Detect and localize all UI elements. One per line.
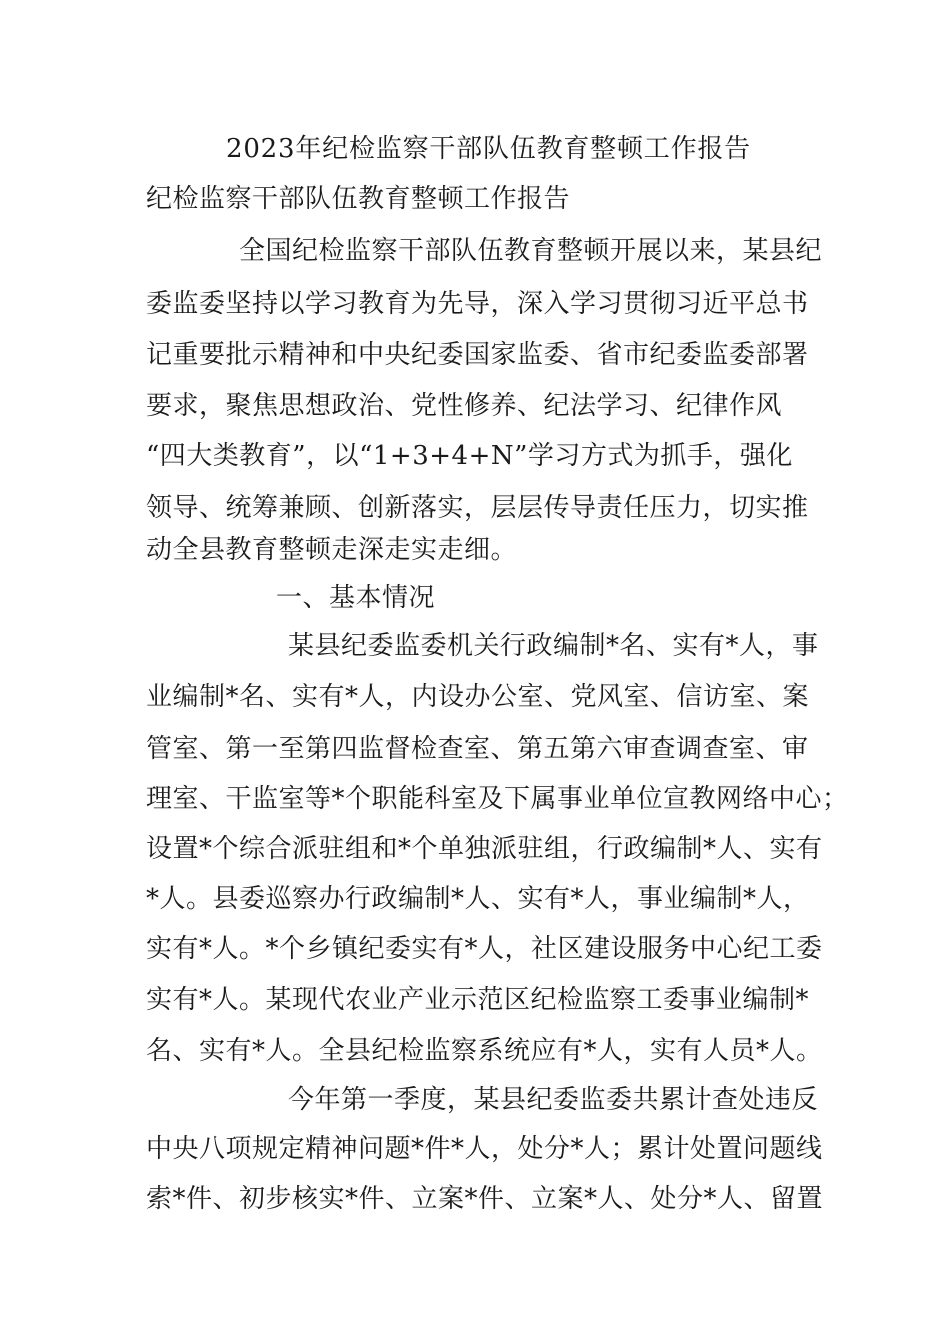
paragraph-line: 实有*人。*个乡镇纪委实有*人，社区建设服务中心纪工委	[146, 934, 823, 964]
paragraph-line: 领导、统筹兼顾、创新落实，层层传导责任压力，切实推	[146, 493, 809, 523]
paragraph-line: 实有*人。某现代农业产业示范区纪检监察工委事业编制*	[146, 985, 810, 1015]
document-title: 2023年纪检监察干部队伍教育整顿工作报告	[226, 134, 751, 164]
paragraph-line: 业编制*名、实有*人，内设办公室、党风室、信访室、案	[146, 682, 810, 712]
paragraph-line: 今年第一季度，某县纪委监委共累计查处违反	[288, 1085, 819, 1115]
paragraph-line: *人。县委巡察办行政编制*人、实有*人，事业编制*人，	[146, 884, 810, 914]
paragraph-line: 记重要批示精神和中央纪委国家监委、省市纪委监委部署	[146, 340, 809, 370]
paragraph-line: 委监委坚持以学习教育为先导，深入学习贯彻习近平总书	[146, 289, 809, 319]
paragraph-line: 要求，聚焦思想政治、党性修养、纪法学习、纪律作风	[146, 391, 783, 421]
paragraph-line: 某县纪委监委机关行政编制*名、实有*人，事	[288, 631, 819, 661]
paragraph-line: 设置*个综合派驻组和*个单独派驻组，行政编制*人、实有	[146, 834, 823, 864]
paragraph-line: 索*件、初步核实*件、立案*件、立案*人、处分*人、留置	[146, 1184, 824, 1214]
paragraph-line: 全国纪检监察干部队伍教育整顿开展以来，某县纪	[239, 236, 823, 266]
section-heading: 一、基本情况	[276, 583, 436, 613]
paragraph-line: 中央八项规定精神问题*件*人，处分*人；累计处置问题线	[146, 1134, 823, 1164]
document-subtitle: 纪检监察干部队伍教育整顿工作报告	[146, 184, 571, 214]
paragraph-line: 名、实有*人。全县纪检监察系统应有*人，实有人员*人。	[146, 1036, 823, 1066]
paragraph-line: 理室、干监室等*个职能科室及下属事业单位宣教网络中心；	[146, 784, 849, 814]
paragraph-line: “四大类教育”，以“1+3+4+N”学习方式为抓手，强化	[146, 441, 793, 471]
paragraph-line: 动全县教育整顿走深走实走细。	[146, 535, 518, 565]
paragraph-line: 管室、第一至第四监督检查室、第五第六审查调查室、审	[146, 734, 809, 764]
